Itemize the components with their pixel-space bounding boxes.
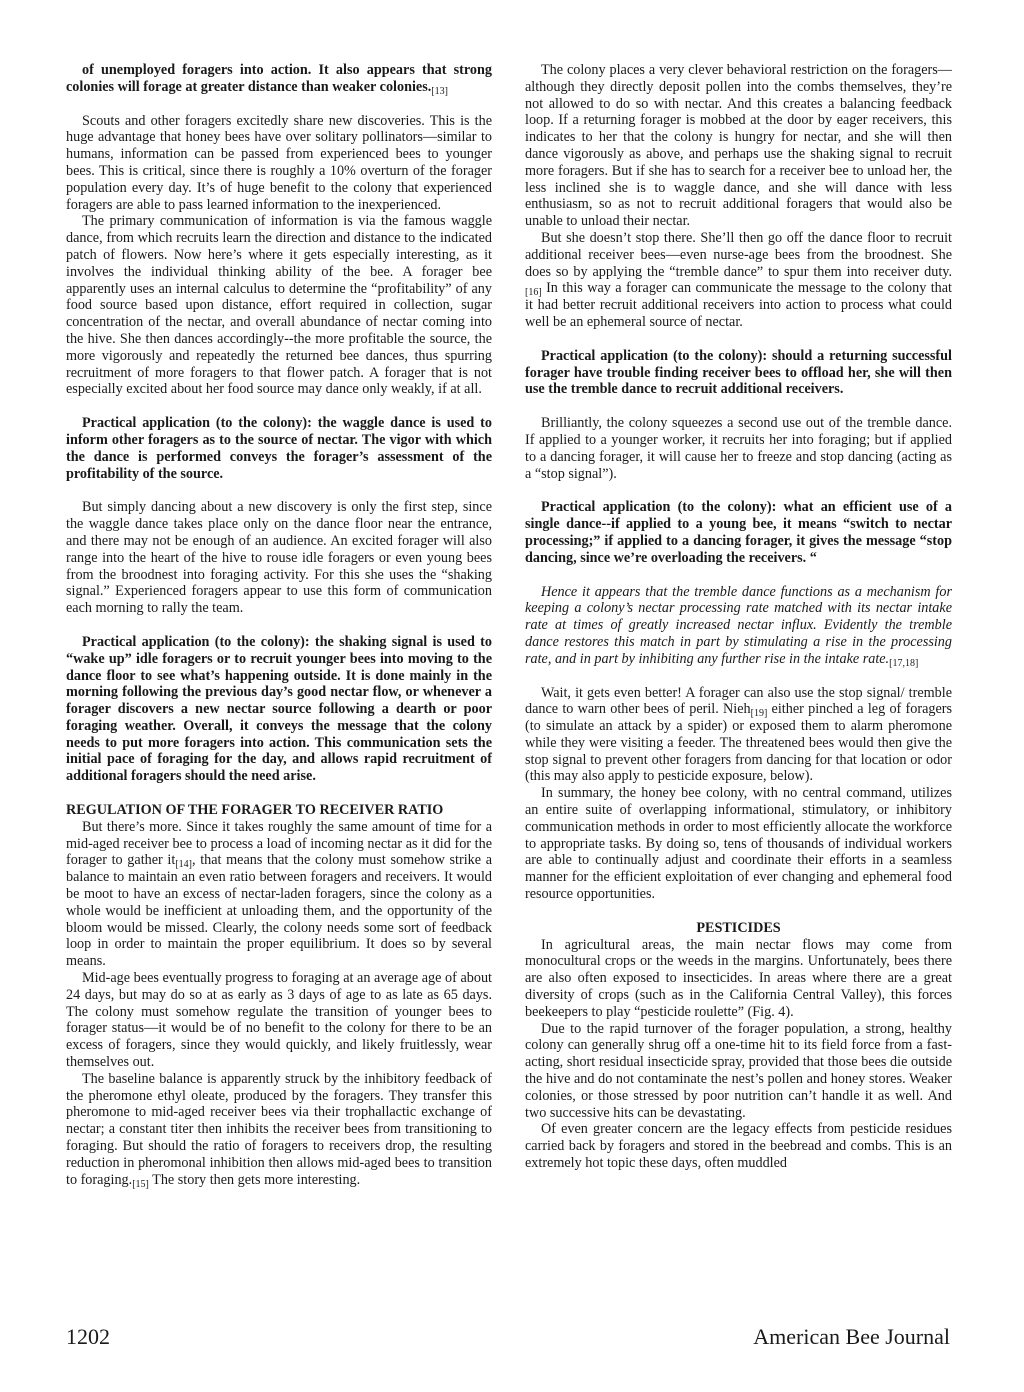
- section-heading: REGULATION OF THE FORAGER TO RECEIVER RATIO: [66, 802, 444, 819]
- paragraph: Due to the rapid turnover of the forager population, a strong, healthy colony can generally shrug off a one-time hit to its field force from a fast-acting, short residual insecticide spray, provided that those bees die outside the hive and do not contaminate the nest’s pollen and honey stores. Weaker colonies, or those stressed by poor nutrition can’t handle it as well. And two successive hits can be devastating.: [525, 1020, 952, 1121]
- italic-quote: Hence it appears that the tremble dance functions as a mechanism for keeping a colony’s nectar processing rate matched with its nectar intake rate at times of greatly increased nectar influx. Evidently the tremble dance restores this match in part by stimulating a rise in the processing rate, and in part by inhibiting any further rise in the intake $rate._{[17,18]}$: [525, 583, 952, 669]
- paragraph: Scouts and other foragers excitedly share new discoveries. This is the huge advantage that honey bees have over solitary pollinators—similar to humans, information can be passed from experienced bees to younger bees. This is critical, since there is roughly a 10% overturn of the forager population every day. It’s of huge benefit to the colony that experienced foragers are able to pass learned information to the inexperienced.: [66, 112, 492, 213]
- left-column: [66, 62, 492, 1188]
- citation: [17,18]: [889, 657, 919, 669]
- practical-application: Practical application (to the colony): the waggle dance is used to inform other foragers as to the source of nectar. The vigor with which the dance is performed conveys the forager’s assessment of the profitability of the source.: [66, 415, 492, 482]
- paragraph: The colony places a very clever behavioral restriction on the foragers—although they directly deposit pollen into the combs themselves, they’re not allowed to do so with nectar. And this creates a balancing feedback loop. If a returning forager is mobbed at the door by eager receivers, this indicates to her that the colony is hungry for nectar, and she will then dance vigorously as above, and perhaps use the shaking signal to recruit more foragers. But if she has to search for a receiver bee to unload her, the less inclined she is to waggle dance, and she will dance with less enthusiasm, so as not to recruit additional foragers that would also be unable to unload their nectar.: [525, 62, 952, 230]
- paragraph: In summary, the honey bee colony, with no central command, utilizes an entire suite of overlapping informational, stimulatory, or inhibitory communication methods in order to most efficiently allocate the workforce to appropriate tasks. By doing so, tens of thousands of individual workers are able to continually adjust and coordinate their efforts in a seamless manner for the efficient exploitation of ever changing and ephemeral food resource opportunities.: [525, 785, 952, 903]
- citation: [14]: [175, 859, 192, 871]
- page-number: 1202: [66, 1324, 110, 1349]
- practical-application: Practical application (to the colony): the shaking signal is used to “wake up” idle foragers or to recruit younger bees into moving to the dance floor to see what’s happening outside. It is done mainly in the morning following the previous day’s good nectar flow, or whenever a forager discovers a new nectar source following a dearth or poor foraging weather. Overall, it conveys the message that the colony needs to put more foragers into action. This communication sets the initial pace of foraging for the day, and allows rapid recruitment of additional foragers should the need arise.: [66, 633, 492, 785]
- paragraph: But there’s more. Since it takes roughly the same amount of time for a mid-aged receiver bee to process a load of incoming nectar as it did for the forager to gather $it_{[14]}$, that means that the colony must somehow strike a balance to maintain an even ratio between foragers and receivers. It would be moot to have an excess of nectar-laden foragers, since the colony as a whole would be inefficient at unloading them, and the opportunity of the bloom would be missed. Clearly, the colony needs some sort of feedback loop in order to maintain the proper equilibrium. It does so by several means.: [66, 818, 493, 970]
- paragraph: Of even greater concern are the legacy effects from pesticide residues carried back by foragers and stored in the beebread and combs. This is an extremely hot topic these days, often muddled: [525, 1121, 952, 1172]
- paragraph: In agricultural areas, the main nectar flows may come from monocultural crops or the weeds in the margins. Unfortunately, bees there are also often exposed to insecticides. In areas where there are a great diversity of crops (such as in the California Central Valley), this forces beekeepers to play “pesticide roulette” (Fig. 4).: [525, 936, 952, 1020]
- paragraph: Mid-age bees eventually progress to foraging at an average age of about 24 days, but may do so at as early as 3 days of age to as late as 65 days. The colony must somehow regulate the transition of younger bees to forager status—it would be of no benefit to the colony for there to be an excess of foragers, since they would quickly, and likely fruitlessly, wear themselves out.: [66, 970, 492, 1071]
- paragraph: Brilliantly, the colony squeezes a second use out of the tremble dance. If applied to a younger worker, it recruits her into foraging; but if applied to a dancing forager, it will cause her to freeze and stop dancing (acting as a “stop signal”).: [525, 415, 952, 482]
- practical-application: Practical application (to the colony): should a returning successful forager have trouble finding receiver bees to offload her, she will then use the tremble dance to recruit additional receivers.: [525, 347, 952, 398]
- citation: [13]: [431, 85, 448, 97]
- paragraph: But simply dancing about a new discovery is only the first step, since the waggle dance takes place only on the dance floor near the entrance, and there may not be enough of an audience. An excited forager will also range into the heart of the hive to rouse idle foragers or even young bees from the broodnest into foraging activity. For this she uses the “shaking signal.” Experienced foragers appear to use this form of communication each morning to rally the team.: [66, 499, 492, 617]
- paragraph: The primary communication of information is via the famous waggle dance, from which recruits learn the direction and distance to the indicated patch of flowers. Now here’s where it gets especially interesting, as it involves the individual thinking ability of the bee. A forager bee apparently uses an internal calculus to determine the “profitability” of any food source based upon distance, effort required in collection, sugar concentration of the nectar, and overall abundance of nectar coming into the hive. She then dances accordingly--the more profitable the source, the more vigorously and repeatedly the returned bee dances, thus spurring recruitment of more foragers to that flower patch. A forager that is not especially excited about her food source may dance only weakly, if at all.: [66, 213, 492, 398]
- paragraph: of unemployed foragers into action. It also appears that strong colonies will forage at greater distance than weaker $colonies._{[13]}$: [66, 62, 492, 97]
- paragraph: But she doesn’t stop there. She’ll then go off the dance floor to recruit additional receiver bees—even nurse-age bees from the broodnest. She does so by applying the “tremble dance” to spur them into receiver $duty._{[16]}$ In this way a forager can communicate the message to the colony that it had better recruit additional receivers into action to process what could well be an ephemeral source of nectar.: [525, 229, 952, 330]
- section-heading: PESTICIDES: [696, 919, 781, 936]
- citation: [16]: [525, 287, 542, 299]
- citation: [15]: [132, 1178, 149, 1190]
- paragraph: The baseline balance is apparently struck by the inhibitory feedback of the pheromone ethyl oleate, produced by the foragers. They transfer this pheromone to mid-aged receiver bees via their trophallactic exchange of nectar; a constant titer then inhibits the receiver bees from transitioning to foraging. But should the ratio of foragers to receivers drop, the resulting reduction in pheromonal inhibition then allows mid-aged bees to transition to $foraging._{[15]}$ The story then gets more interesting.: [66, 1070, 492, 1190]
- right-column: [525, 62, 952, 1172]
- journal-name: American Bee Journal: [753, 1324, 950, 1349]
- citation: [19]: [750, 708, 768, 720]
- practical-application: Practical application (to the colony): what an efficient use of a single dance--if applied to a young bee, it means “switch to nectar processing;” if applied to a dancing forager, it gives the message “stop dancing, since we’re overloading the receivers. “: [525, 499, 952, 566]
- paragraph: Wait, it gets even better! A forager can also use the stop signal/ tremble dance to warn other bees of peril. Nieh$_{[19]}$ either pinched a leg of foragers (to simulate an attack by a spider) or exposed them to alarm pheromone while they were visiting a feeder. The threatened bees would then give the stop signal to prevent other foragers from dancing for that location or odor (this may also apply to pesticide exposure, below).: [525, 684, 953, 785]
